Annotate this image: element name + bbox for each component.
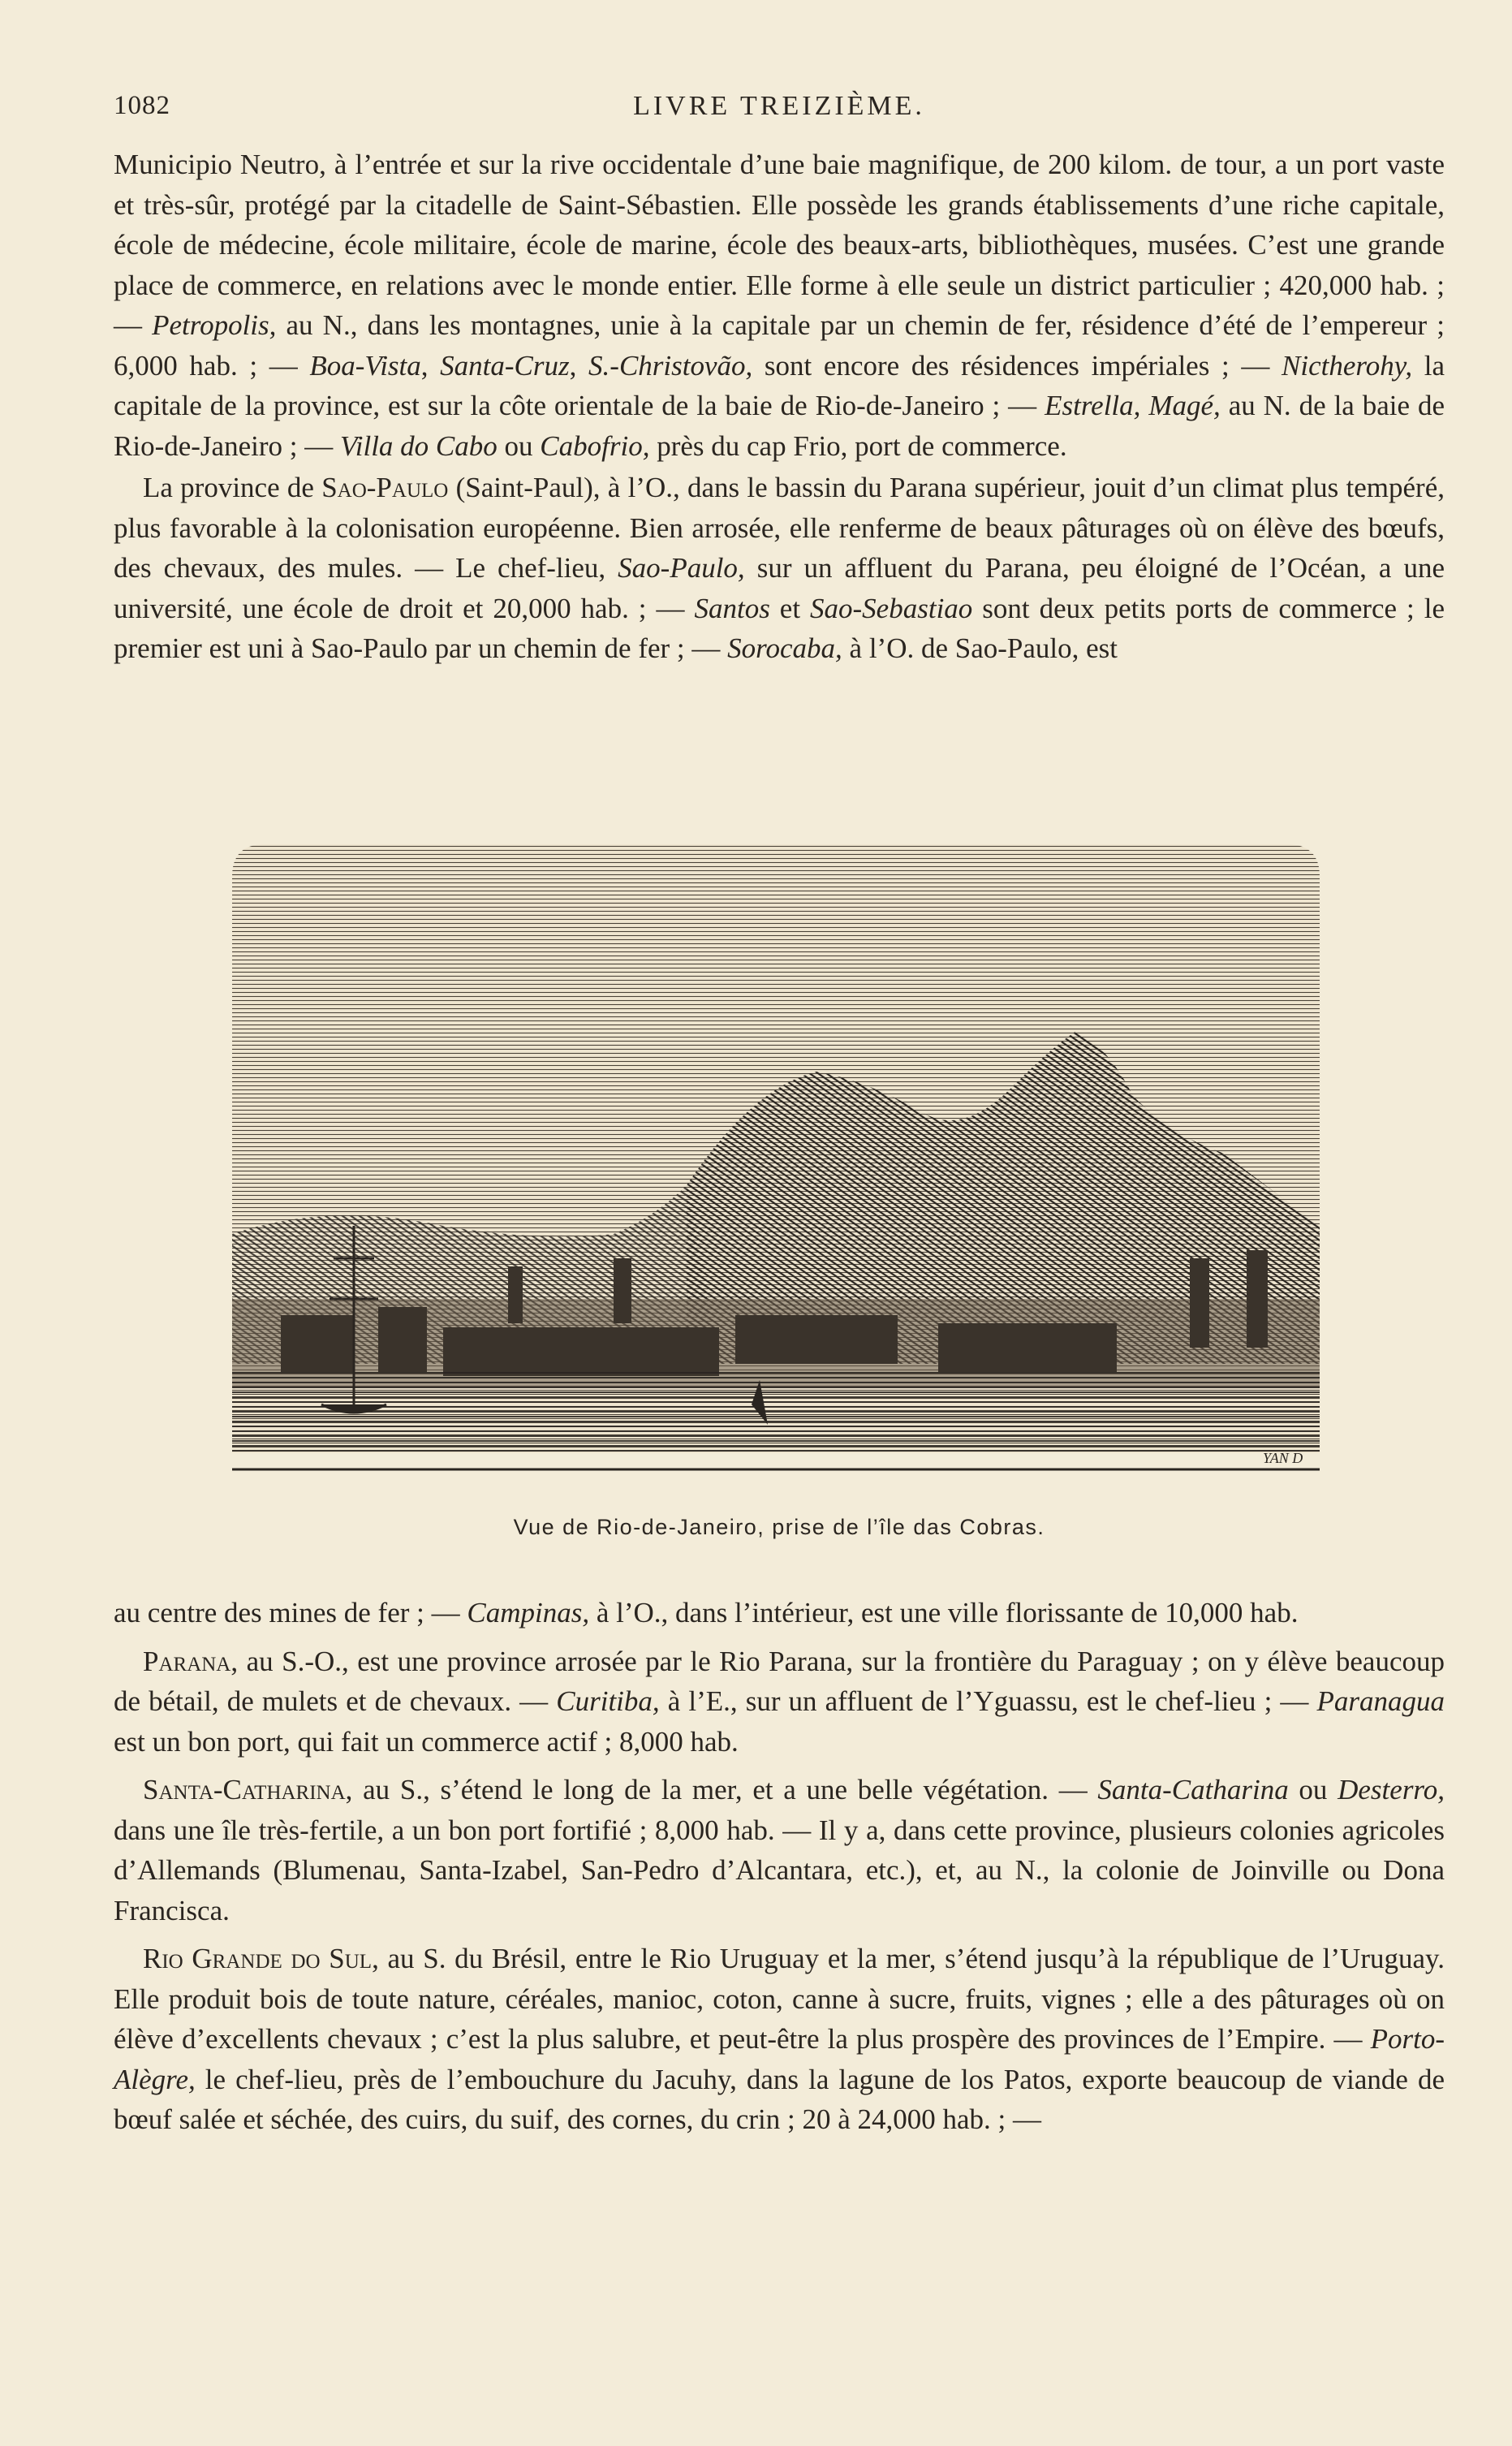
paragraph-sao-paulo: La province de Sao-Paulo (Saint-Paul), à l’O., dans le bassin du Parana supérieur, jouit d’un climat plus tempéré, plus favorable à la colonisation européenne. Bien arrosée, elle renferme de beaux pâturages où on élève des bœufs, des chevaux, des mules. — Le chef-lieu, Sao-Paulo, sur un affluent du Parana, peu éloigné de l’Océan, a une université, une école de droit et 20,000 hab. ; — Santos et Sao-Sebastiao sont deux petits ports de commerce ; le premier est uni à Sao-Paulo par un chemin de fer ; — Sorocaba, à l’O. de Sao-Paulo, est <box>114 472 1445 664</box>
paragraph-santa-catharina: Santa-Catharina, au S., s’étend le long de la mer, et a une belle végétation. — Santa-Catharina ou Desterro, dans une île très-fertile, a un bon port fortifié ; 8,000 hab. — Il y a, dans cette province, plusieurs colonies agricoles d’Allemands (Blumenau, Santa-Izabel, San-Pedro d’Alcantara, etc.), et, au N., la colonie de Joinville ou Dona Francisca. <box>114 1774 1445 1926</box>
page-number: 1082 <box>114 91 170 120</box>
top-text-block <box>114 145 1445 669</box>
engraver-signature: YAN D <box>1263 1450 1303 1466</box>
paragraph-campinas: au centre des mines de fer ; — Campinas, à l’O., dans l’intérieur, est une ville florissante de 10,000 hab. <box>114 1597 1299 1629</box>
bay-water <box>232 1372 1320 1461</box>
paragraph-parana: Parana, au S.-O., est une province arrosée par le Rio Parana, sur la frontière du Paraguay ; on y élève beaucoup de bétail, de mulets et de chevaux. — Curitiba, à l’E., sur un affluent de l’Yguassu, est le chef-lieu ; — Paranagua est un bon port, qui fait un commerce actif ; 8,000 hab. <box>114 1645 1445 1758</box>
figure-caption: Vue de Rio-de-Janeiro, prise de l’île das Cobras. <box>513 1515 1045 1539</box>
paragraph-rio-grande-do-sul: Rio Grande do Sul, au S. du Brésil, entre le Rio Uruguay et la mer, s’étend jusqu’à la république de l’Uruguay. Elle produit bois de toute nature, céréales, manioc, coton, canne à sucre, fruits, vignes ; elle a des pâturages où on élève d’excellents chevaux ; c’est la plus salubre, et peut-être la plus prospère des provinces de l’Empire. — Porto-Alègre, le chef-lieu, près de l’embouchure du Jacuhy, dans la lagune de los Patos, exporte beaucoup de viande de bœuf salée et séchée, des cuirs, du suif, des cornes, du crin ; 20 à 24,000 hab. ; — <box>114 1943 1445 2135</box>
running-title: LIVRE TREIZIÈME. <box>633 91 925 121</box>
page-header <box>114 91 1445 132</box>
paragraph-rio-continued: Municipio Neutro, à l’entrée et sur la rive occidentale d’une baie magnifique, de 200 kilom. de tour, a un port vaste et très-sûr, protégé par la citadelle de Saint-Sébastien. Elle possède les grands établissements d’une riche capitale, école de médecine, école militaire, école de marine, école des beaux-arts, bibliothèques, musées. C’est une grande place de commerce, en relations avec le monde entier. Elle forme à elle seule un district particulier ; 420,000 hab. ; — Petropolis, au N., dans les montagnes, unie à la capitale par un chemin de fer, résidence d’été de l’empereur ; 6,000 hab. ; — Boa-Vista, Santa-Cruz, S.-Christovão, sont encore des résidences impériales ; — Nictherohy, la capitale de la province, est sur la côte orientale de la baie de Rio-de-Janeiro ; — Estrella, Magé, au N. de la baie de Rio-de-Janeiro ; — Villa do Cabo ou Cabofrio, près du cap Frio, port de commerce. <box>114 149 1445 462</box>
bottom-text-block <box>114 1593 1445 2140</box>
engraving-rio-de-janeiro <box>232 844 1320 1486</box>
